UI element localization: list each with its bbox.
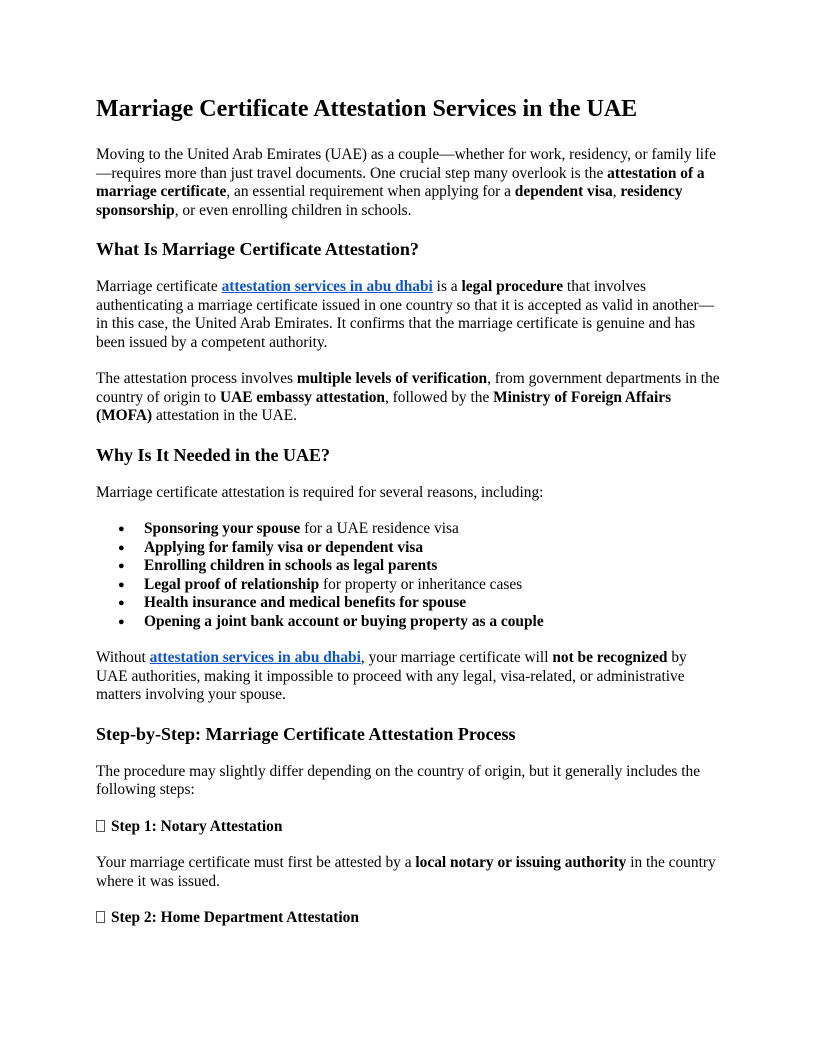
reasons-intro: Marriage certificate attestation is required for several reasons, including: xyxy=(96,483,544,501)
attestation-services-link[interactable]: attestation services in abu dhabi xyxy=(149,649,361,666)
attestation-services-link[interactable]: attestation services in abu dhabi xyxy=(221,278,433,295)
checkbox-icon xyxy=(96,820,105,832)
page-title: Marriage Certificate Attestation Services in the UAE xyxy=(96,96,638,122)
bullet-icon: ● xyxy=(118,523,125,535)
list-item: ● Health insurance and medical benefits for spouse xyxy=(118,594,467,611)
list-item: ● Applying for family visa or dependent visa xyxy=(118,538,424,556)
bullet-icon: ● xyxy=(118,578,125,591)
bullet-icon: ● xyxy=(118,541,125,554)
definition-paragraph: Marriage certificate attestation services in abu dhabi is a legal procedure that involves authenticating a marriage certificate issued in one country so that it is accepted as valid in another—in this case, the United Arab Emirates. It confirms that the marriage certificate is genuine and has been issued by a competent authority. xyxy=(96,278,714,351)
step-1-text: Your marriage certificate must first be attested by a local notary or issuing authority in the country where it was issued. xyxy=(96,854,716,890)
list-item: ● Sponsoring your spouse for a UAE residence visa xyxy=(118,520,459,537)
process-paragraph: The attestation process involves multiple levels of verification, from government departments in the country of origin to UAE embassy attestation, followed by the Ministry of Foreign Affairs (MOFA) attestation in the UAE. xyxy=(96,370,720,424)
section-heading-process: Step-by-Step: Marriage Certificate Attestation Process xyxy=(96,723,516,744)
document-page xyxy=(96,94,720,946)
section-heading-why-needed: Why Is It Needed in the UAE? xyxy=(96,444,331,465)
list-item: ● Legal proof of relationship for property or inheritance cases xyxy=(118,575,523,593)
list-item: ● Opening a joint bank account or buying property as a couple xyxy=(118,612,544,630)
without-attestation-paragraph: Without attestation services in abu dhabi, your marriage certificate will not be recognized by UAE authorities, making it impossible to proceed with any legal, visa-related, or administrative matters involving your spouse. xyxy=(96,649,687,703)
reasons-list xyxy=(96,520,720,631)
list-item: ● Enrolling children in schools as legal parents xyxy=(118,557,438,574)
section-heading-what-is: What Is Marriage Certificate Attestation? xyxy=(96,239,419,259)
bullet-icon: ● xyxy=(118,615,125,628)
step-2-heading: Step 2: Home Department Attestation xyxy=(96,909,720,928)
bullet-icon: ● xyxy=(118,560,125,572)
bullet-icon: ● xyxy=(118,597,125,609)
checkbox-icon xyxy=(96,911,105,923)
process-intro: The procedure may slightly differ depending on the country of origin, but it generally includes the following steps: xyxy=(96,762,701,798)
intro-paragraph: Moving to the United Arab Emirates (UAE) as a couple—whether for work, residency, or family life—requires more than just travel documents. One crucial step many overlook is the attestation of a marriage certificate, an essential requirement when applying for a dependent visa, residency sponsorship, or even enrolling children in schools. xyxy=(96,146,716,219)
step-1-heading: Step 1: Notary Attestation xyxy=(96,818,720,837)
